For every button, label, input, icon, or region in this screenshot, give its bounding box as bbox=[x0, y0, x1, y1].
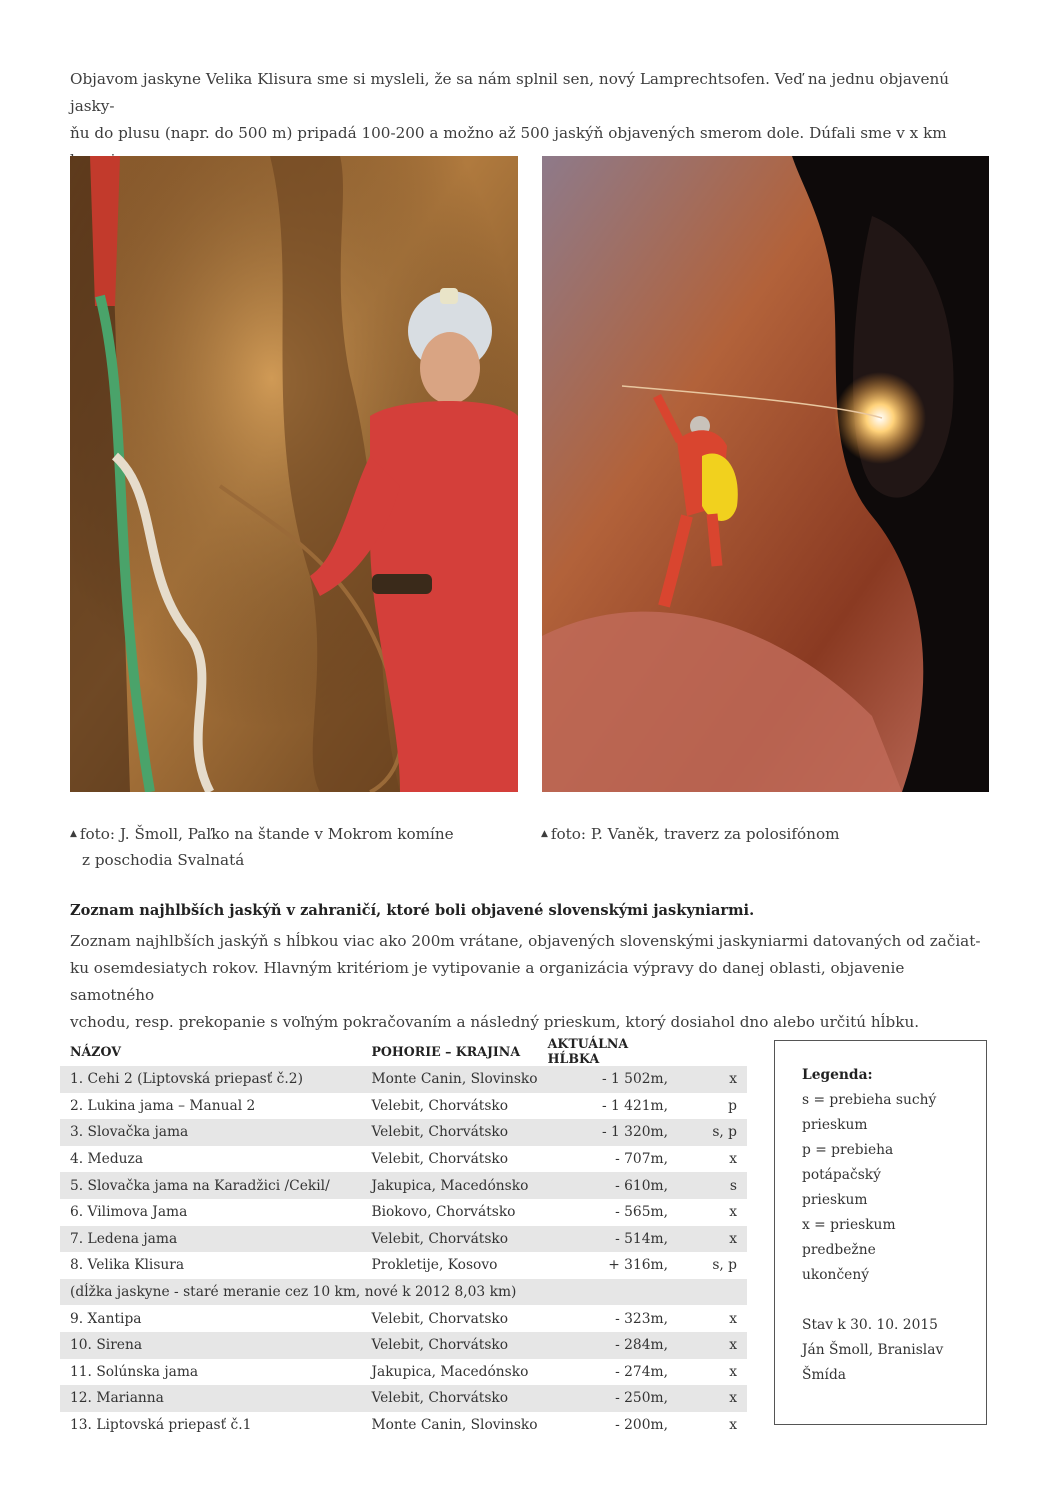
cave-depth: - 565m, bbox=[615, 1204, 668, 1221]
cave-status: x bbox=[682, 1226, 747, 1253]
cave-range: Prokletije, Kosovo bbox=[371, 1257, 498, 1274]
cave-status: s, p bbox=[712, 1257, 737, 1274]
caption-right bbox=[541, 821, 981, 847]
table-row bbox=[60, 1066, 747, 1093]
table-header-row bbox=[60, 1036, 747, 1066]
cave-depth: - 274m, bbox=[615, 1363, 668, 1380]
cave-depth: - 1 320m, bbox=[538, 1119, 682, 1146]
section-description bbox=[70, 928, 990, 1036]
caption-marker-icon: ▲ bbox=[541, 829, 548, 839]
cave-name: 4. Meduza bbox=[70, 1151, 144, 1168]
photo-caver-on-belay-image bbox=[70, 156, 518, 792]
cave-status: s bbox=[682, 1172, 747, 1199]
cave-name: 13. Liptovská priepasť č.1 bbox=[70, 1417, 252, 1434]
cave-name: 5. Slovačka jama na Karadžici /Cekil/ bbox=[60, 1172, 361, 1199]
cave-status: x bbox=[682, 1332, 747, 1359]
cave-range: Biokovo, Chorvátsko bbox=[371, 1204, 516, 1221]
legend-box bbox=[774, 1040, 987, 1425]
photo-traverse-image bbox=[542, 156, 989, 792]
cave-status: x bbox=[682, 1066, 747, 1093]
cave-range: Velebit, Chorvátsko bbox=[371, 1151, 509, 1168]
legend-item-x-continued: ukončený bbox=[802, 1267, 870, 1283]
table-row bbox=[60, 1332, 747, 1359]
description-line: Zoznam najhlbších jaskýň s hĺbkou viac ako 200m vrátane, objavených slovenskými jaskyniarmi datovaných od začiat- bbox=[70, 932, 981, 950]
photo-caver-on-belay bbox=[70, 156, 518, 792]
cave-status: x bbox=[729, 1363, 737, 1380]
cave-depth: - 514m, bbox=[538, 1226, 682, 1253]
table-row bbox=[60, 1359, 747, 1386]
caption-right-text: foto: P. Vaněk, traverz za polosifónom bbox=[550, 825, 840, 843]
cave-depth: + 316m, bbox=[608, 1257, 668, 1274]
cave-status: x bbox=[729, 1204, 737, 1221]
cave-name: 10. Sirena bbox=[60, 1332, 361, 1359]
cave-name: 2. Lukina jama – Manual 2 bbox=[70, 1097, 256, 1114]
caption-left-text: foto: J. Šmoll, Paľko na štande v Mokrom komíne bbox=[79, 825, 454, 843]
cave-range: Jakupica, Macedónsko bbox=[361, 1172, 537, 1199]
cave-depth: - 200m, bbox=[615, 1417, 668, 1434]
legend-item-x: x = prieskum predbežne bbox=[802, 1217, 896, 1258]
cave-status: s, p bbox=[682, 1119, 747, 1146]
cave-depth: - 1 421m, bbox=[601, 1097, 668, 1114]
cave-range: Velebit, Chorvátsko bbox=[361, 1226, 537, 1253]
cave-status: x bbox=[682, 1385, 747, 1412]
cave-range: Monte Canin, Slovinsko bbox=[371, 1417, 538, 1434]
cave-depth: - 707m, bbox=[615, 1151, 668, 1168]
column-header-depth: AKTUÁLNA HĹBKA bbox=[547, 1036, 629, 1066]
table-row bbox=[60, 1093, 747, 1120]
cave-name: 1. Cehi 2 (Liptovská priepasť č.2) bbox=[60, 1066, 361, 1093]
cave-depth: - 284m, bbox=[538, 1332, 682, 1359]
table-row bbox=[60, 1412, 747, 1439]
cave-name: 6. Vilimova Jama bbox=[70, 1204, 188, 1221]
column-header-note bbox=[682, 1036, 747, 1066]
cave-range: Velebit, Chorvátsko bbox=[371, 1097, 509, 1114]
intro-line: ňu do plusu (napr. do 500 m) pripadá 100-200 a možno až 500 jaskýň objavených smerom dole. Dúfali sme v x km bbox=[70, 124, 947, 142]
legend-title: Legenda: bbox=[802, 1067, 873, 1083]
cave-name: 12. Marianna bbox=[60, 1385, 361, 1412]
cave-status: x bbox=[729, 1417, 737, 1434]
legend-item-s-continued: prieskum bbox=[802, 1117, 868, 1133]
section-title: Zoznam najhlbších jaskýň v zahraničí, ktoré boli objavené slovenskými jaskyniarmi. bbox=[70, 902, 755, 919]
legend-item-p: p = prebieha potápačský bbox=[802, 1142, 894, 1183]
cave-range: Velebit, Chorvátsko bbox=[361, 1119, 537, 1146]
caption-left bbox=[70, 821, 510, 873]
cave-name: 11. Solúnska jama bbox=[70, 1363, 199, 1380]
cave-depth: - 1 502m, bbox=[538, 1066, 682, 1093]
column-header-name: NÁZOV bbox=[70, 1043, 121, 1059]
column-header-range: POHORIE – KRAJINA bbox=[371, 1043, 521, 1059]
cave-depth: - 250m, bbox=[538, 1385, 682, 1412]
caves-table bbox=[60, 1036, 747, 1438]
legend-authors-continued: Šmída bbox=[802, 1367, 847, 1383]
legend-spacer bbox=[802, 1288, 970, 1313]
intro-line: Objavom jaskyne Velika Klisura sme si mysleli, že sa nám splnil sen, nový Lamprechtsofen. Veď na jednu objavenú jasky- bbox=[70, 70, 950, 115]
cave-name: 3. Slovačka jama bbox=[60, 1119, 361, 1146]
cave-range: Jakupica, Macedónsko bbox=[371, 1363, 529, 1380]
table-row bbox=[60, 1252, 747, 1279]
photo-traverse bbox=[542, 156, 989, 792]
caption-left-text-continued: z poschodia Svalnatá bbox=[82, 851, 245, 869]
cave-depth: - 610m, bbox=[538, 1172, 682, 1199]
table-note-row bbox=[60, 1279, 747, 1306]
table-row bbox=[60, 1305, 747, 1332]
cave-range: Monte Canin, Slovinsko bbox=[361, 1066, 537, 1093]
cave-status: p bbox=[728, 1097, 737, 1114]
table-row bbox=[60, 1199, 747, 1226]
cave-depth: - 323m, bbox=[615, 1310, 668, 1327]
legend-item-s: s = prebieha suchý bbox=[802, 1092, 937, 1108]
legend-item-p-continued: prieskum bbox=[802, 1192, 868, 1208]
cave-name: 9. Xantipa bbox=[70, 1310, 142, 1327]
table-row bbox=[60, 1226, 747, 1253]
legend-authors: Ján Šmoll, Branislav bbox=[802, 1342, 944, 1358]
cave-length-note: (dĺžka jaskyne - staré meranie cez 10 km, nové k 2012 8,03 km) bbox=[60, 1279, 747, 1306]
cave-name: 8. Velika Klisura bbox=[70, 1257, 185, 1274]
cave-status: x bbox=[729, 1151, 737, 1168]
cave-range: Velebit, Chorvatsko bbox=[371, 1310, 509, 1327]
legend-date: Stav k 30. 10. 2015 bbox=[802, 1317, 938, 1333]
table-row bbox=[60, 1146, 747, 1173]
caption-marker-icon: ▲ bbox=[70, 829, 77, 839]
table-row bbox=[60, 1119, 747, 1146]
cave-range: Velebit, Chorvátsko bbox=[361, 1332, 537, 1359]
cave-name: 7. Ledena jama bbox=[60, 1226, 361, 1253]
description-line: vchodu, resp. prekopanie s voľným pokračovaním a následný prieskum, ktorý dosiahol dno alebo určitú hĺbku. bbox=[70, 1013, 920, 1031]
table-row bbox=[60, 1172, 747, 1199]
table-row bbox=[60, 1385, 747, 1412]
cave-range: Velebit, Chorvátsko bbox=[361, 1385, 537, 1412]
cave-status: x bbox=[729, 1310, 737, 1327]
description-line: ku osemdesiatych rokov. Hlavným kritériom je vytipovanie a organizácia výpravy do danej oblasti, objavenie samotného bbox=[70, 959, 905, 1004]
